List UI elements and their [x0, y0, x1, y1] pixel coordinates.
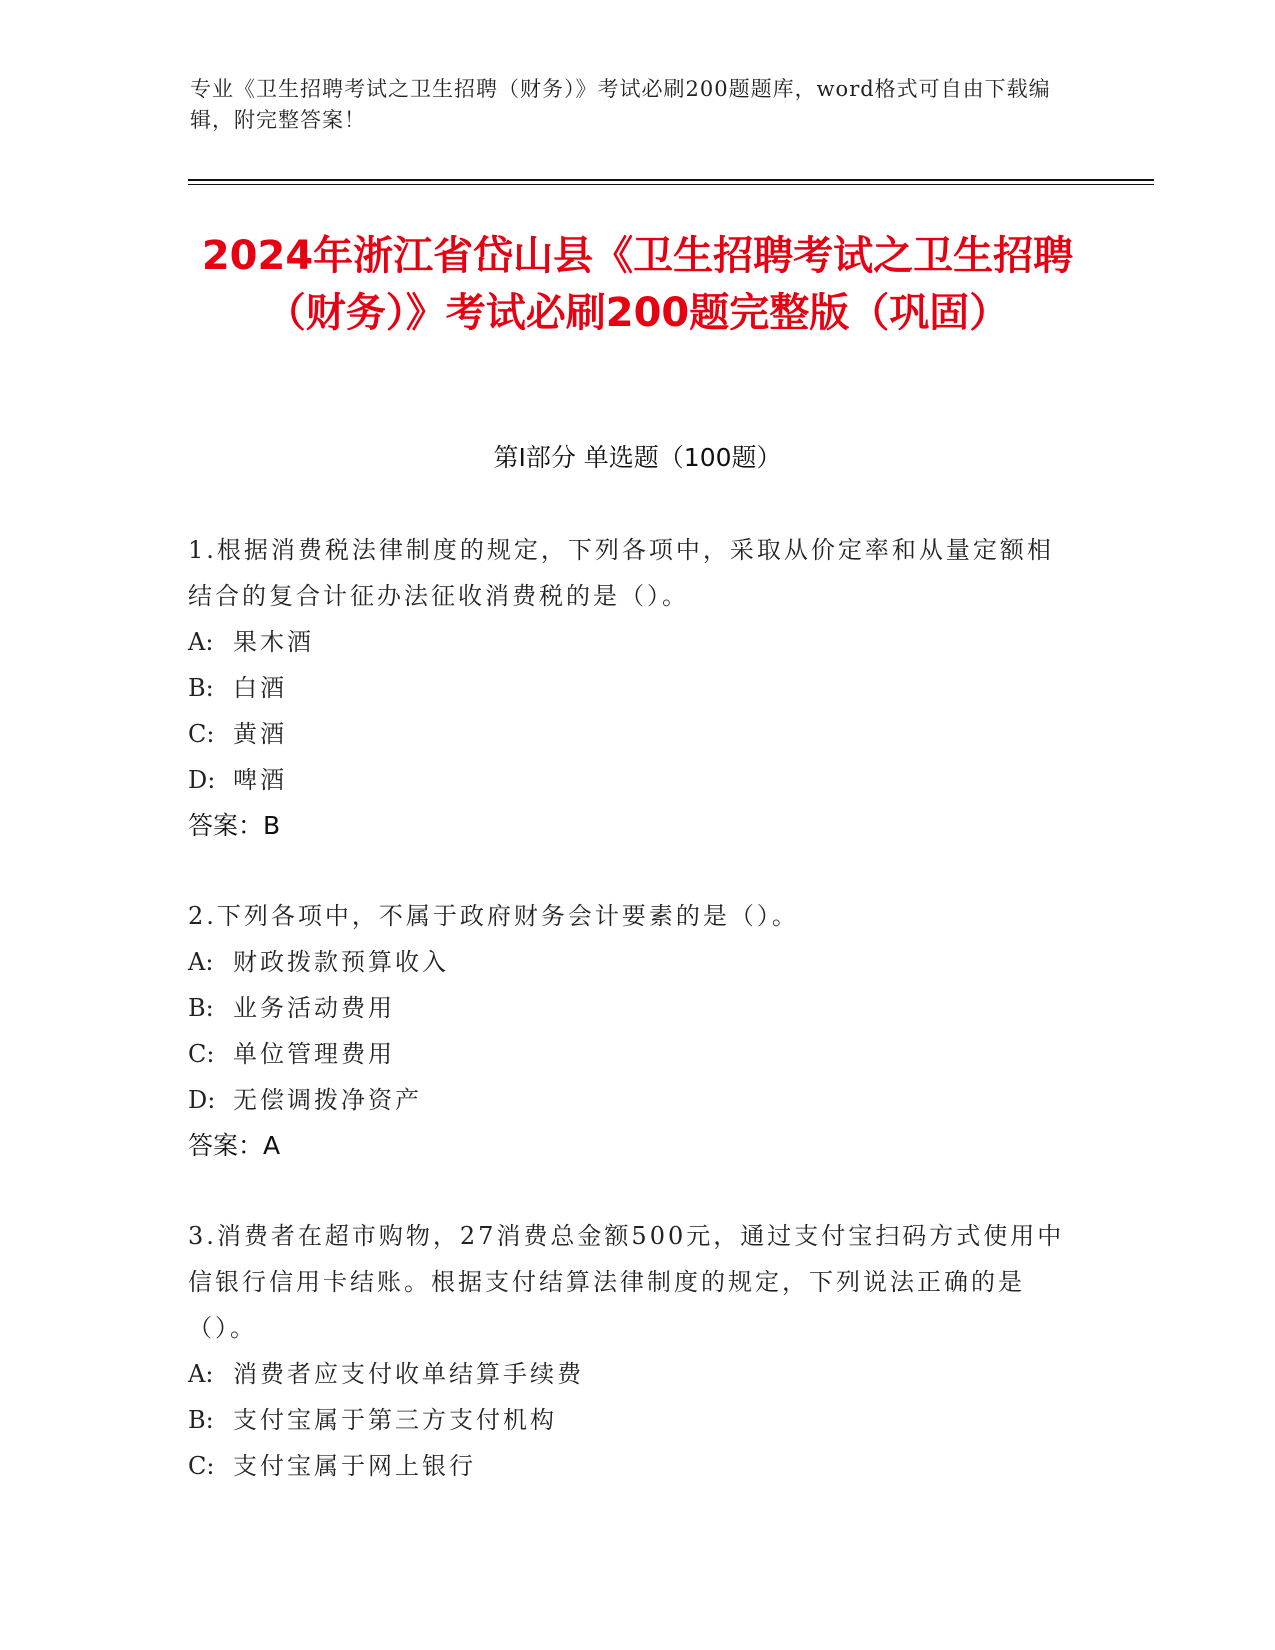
option-letter: A: — [188, 1360, 214, 1388]
question-text: 2.下列各项中，不属于政府财务会计要素的是（）。 — [188, 902, 799, 930]
question-text: 3.消费者在超市购物，27消费总金额500元，通过支付宝扫码方式使用中信银行信用卡结账。根据支付结算法律制度的规定，下列说法正确的是（）。 — [188, 1222, 1065, 1342]
option-a — [188, 1351, 1068, 1397]
option-c — [188, 1031, 1068, 1077]
option-letter: A: — [188, 948, 214, 976]
option-letter: C: — [188, 1040, 215, 1068]
answer-line: 答案：A — [188, 1131, 281, 1160]
option-letter: D: — [188, 766, 216, 794]
option-text: 单位管理费用 — [233, 1040, 395, 1068]
spacer — [188, 849, 1068, 893]
option-text: 支付宝属于第三方支付机构 — [233, 1406, 557, 1434]
option-letter: A: — [188, 628, 214, 656]
option-letter: B: — [188, 994, 214, 1022]
option-a — [188, 939, 1068, 985]
header-divider-thick — [188, 179, 1154, 181]
option-text: 无偿调拨净资产 — [233, 1086, 422, 1114]
option-a — [188, 619, 1068, 665]
option-letter: B: — [188, 1406, 214, 1434]
option-letter: D: — [188, 1086, 216, 1114]
question-text: 1.根据消费税法律制度的规定，下列各项中，采取从价定率和从量定额相结合的复合计征办法征收消费税的是（）。 — [188, 536, 1054, 610]
option-c — [188, 1443, 1068, 1489]
option-d — [188, 757, 1068, 803]
option-b — [188, 1397, 1068, 1443]
option-text: 白酒 — [233, 674, 287, 702]
option-text: 果木酒 — [233, 628, 314, 656]
answer-line: 答案：B — [188, 811, 281, 840]
question-block — [188, 527, 1068, 849]
option-text: 黄酒 — [233, 720, 287, 748]
header-divider-thin — [188, 184, 1154, 185]
header-note: 专业《卫生招聘考试之卫生招聘（财务）》考试必刷200题题库，word格式可自由下载编辑，附完整答案！ — [190, 77, 1051, 132]
option-b — [188, 985, 1068, 1031]
question-list — [188, 527, 1068, 1489]
option-letter: C: — [188, 720, 215, 748]
option-c — [188, 711, 1068, 757]
option-letter: C: — [188, 1452, 215, 1480]
document-title: 2024年浙江省岱山县《卫生招聘考试之卫生招聘（财务）》考试必刷200题完整版（巩固） — [201, 233, 1074, 336]
option-text: 啤酒 — [233, 766, 287, 794]
spacer — [188, 1169, 1068, 1213]
section-title: 第Ⅰ部分 单选题（100题） — [493, 443, 782, 472]
question-block — [188, 893, 1068, 1169]
option-letter: B: — [188, 674, 214, 702]
option-d — [188, 1077, 1068, 1123]
option-text: 支付宝属于网上银行 — [233, 1452, 476, 1480]
option-text: 财政拨款预算收入 — [233, 948, 449, 976]
question-block — [188, 1213, 1068, 1489]
option-text: 业务活动费用 — [233, 994, 395, 1022]
option-text: 消费者应支付收单结算手续费 — [233, 1360, 584, 1388]
option-b — [188, 665, 1068, 711]
